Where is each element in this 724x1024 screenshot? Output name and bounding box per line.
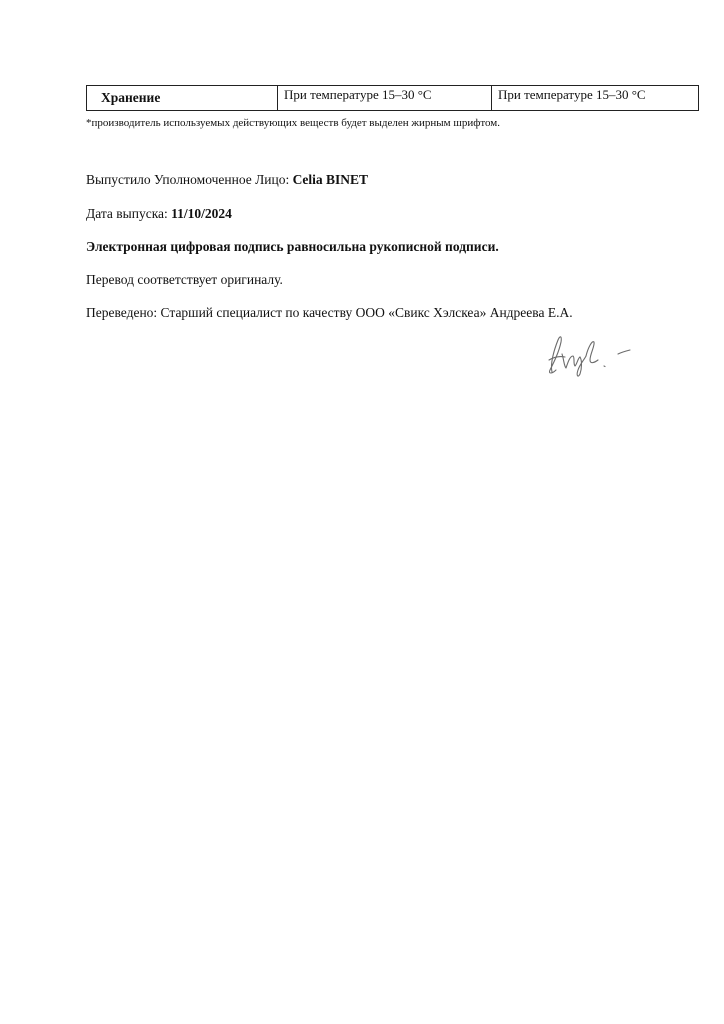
table-row <box>87 86 699 111</box>
footnote: *производитель используемых действующих веществ будет выделен жирным шрифтом. <box>86 117 501 129</box>
storage-label-cell: Хранение <box>87 86 278 111</box>
issue-date-value: 11/10/2024 <box>171 206 232 221</box>
storage-value-cell-1: При температуре 15–30 °C <box>278 86 492 111</box>
issued-by-line <box>86 172 368 188</box>
issue-date-line <box>86 206 232 222</box>
e-signature-note: Электронная цифровая подпись равносильна рукописной подписи. <box>86 239 499 254</box>
issued-by-name: Celia BINET <box>292 172 368 187</box>
handwritten-signature-icon <box>540 330 632 378</box>
storage-conditions-table <box>86 85 699 111</box>
issue-date-prefix: Дата выпуска: <box>86 206 172 221</box>
translated-by-line: Переведено: Старший специалист по качеству ООО «Свикс Хэлскеа» Андреева Е.А. <box>86 305 573 320</box>
issued-by-prefix: Выпустило Уполномоченное Лицо: <box>86 172 293 187</box>
translation-note: Перевод соответствует оригиналу. <box>86 272 283 287</box>
storage-value-cell-2: При температуре 15–30 °C <box>492 86 699 111</box>
